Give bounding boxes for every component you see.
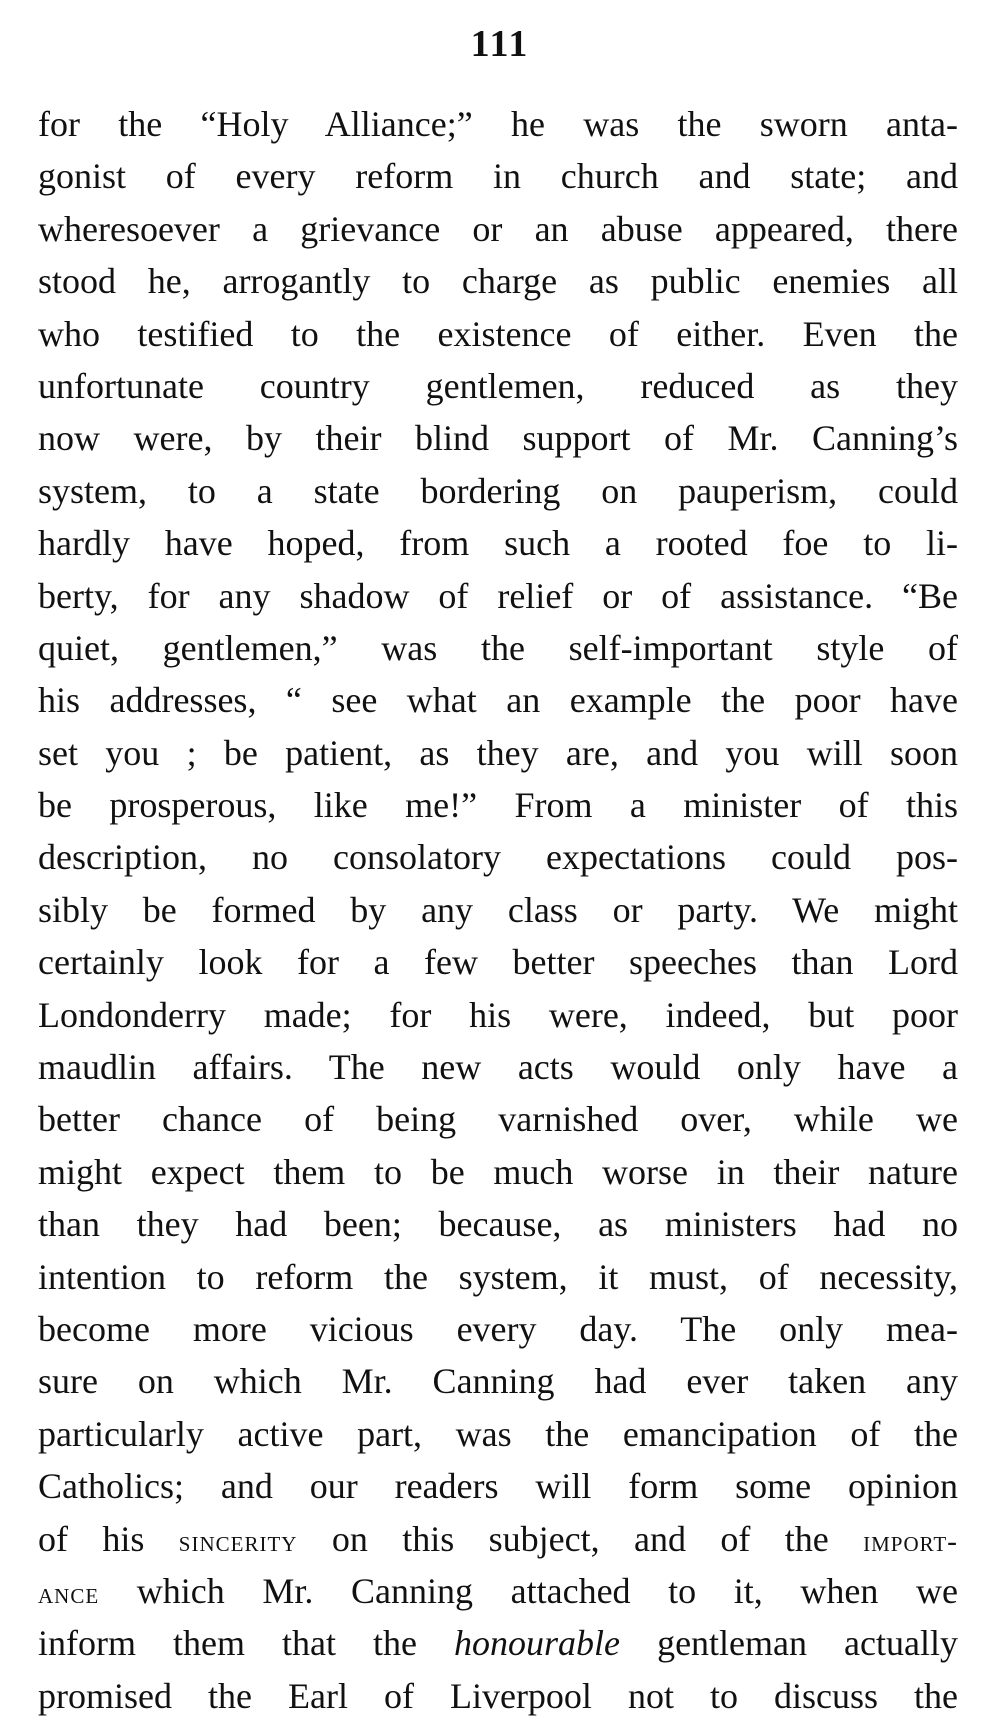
text-line-20: better chance of being varnished over, while we xyxy=(38,1099,958,1140)
text-line-30 xyxy=(38,1617,958,1669)
italic-honourable: honourable xyxy=(454,1623,621,1664)
text-line-7: now were, by their blind support of Mr. Canning’s xyxy=(38,418,958,459)
text-line-8: system, to a state bordering on pauperism, could xyxy=(38,470,958,511)
text-line-2: gonist of every reform in church and state; and xyxy=(38,156,958,197)
text-line-28 xyxy=(38,1513,958,1565)
text-line-27: Catholics; and our readers will form some opinion xyxy=(38,1466,958,1507)
text-line-30-rest: gentleman actually xyxy=(620,1623,958,1664)
text-line-24: become more vicious every day. The only mea- xyxy=(38,1308,958,1349)
text-line-1: for the “Holy Alliance;” he was the sworn anta- xyxy=(38,104,958,144)
smallcaps-ance: ance xyxy=(38,1577,100,1610)
text-line-11: quiet, gentlemen,” was the self-important style of xyxy=(38,627,958,668)
text-line-22: than they had been; because, as ministers had no xyxy=(38,1204,958,1245)
text-line-29 xyxy=(38,1565,958,1617)
text-line-4: stood he, arrogantly to charge as public enemies all xyxy=(38,261,958,302)
text-line-9: hardly have hoped, from such a rooted foe to li- xyxy=(38,523,958,564)
body-text xyxy=(38,98,958,1722)
text-line-21: might expect them to be much worse in their nature xyxy=(38,1151,958,1192)
text-line-26: particularly active part, was the emancipation of the xyxy=(38,1413,958,1454)
text-line-14: be prosperous, like me!” From a minister of this xyxy=(38,785,958,826)
text-line-6: unfortunate country gentlemen, reduced as they xyxy=(38,365,958,406)
text-line-19: maudlin affairs. The new acts would only have a xyxy=(38,1047,958,1088)
text-line-5: who testified to the existence of either. Even the xyxy=(38,313,958,354)
smallcaps-import: import- xyxy=(863,1525,959,1558)
text-line-3: wheresoever a grievance or an abuse appeared, there xyxy=(38,208,958,249)
text-line-13: set you ; be patient, as they are, and you will soon xyxy=(38,732,958,773)
page-number: 111 xyxy=(470,23,530,65)
text-line-30-start: inform them that the xyxy=(38,1623,455,1664)
text-line-18: Londonderry made; for his were, indeed, but poor xyxy=(38,994,958,1035)
text-line-31: promised the Earl of Liverpool not to discuss the xyxy=(38,1675,958,1716)
text-line-12: his addresses, “ see what an example the poor have xyxy=(38,680,958,721)
text-line-10: berty, for any shadow of relief or of assistance. “Be xyxy=(38,575,958,616)
text-line-28-start: of his xyxy=(38,1518,179,1559)
text-line-25: sure on which Mr. Canning had ever taken any xyxy=(38,1361,958,1402)
text-line-15: description, no consolatory expectations could pos- xyxy=(38,837,958,878)
text-line-16: sibly be formed by any class or party. We might xyxy=(38,889,958,930)
smallcaps-sincerity: sincerity xyxy=(178,1525,298,1558)
text-line-17: certainly look for a few better speeches than Lord xyxy=(38,942,958,983)
text-line-23: intention to reform the system, it must, of necessity, xyxy=(38,1256,958,1297)
text-line-28-middle: on this subject, and of the xyxy=(297,1518,864,1559)
text-line-29-rest: which Mr. Canning attached to it, when we xyxy=(99,1570,958,1611)
